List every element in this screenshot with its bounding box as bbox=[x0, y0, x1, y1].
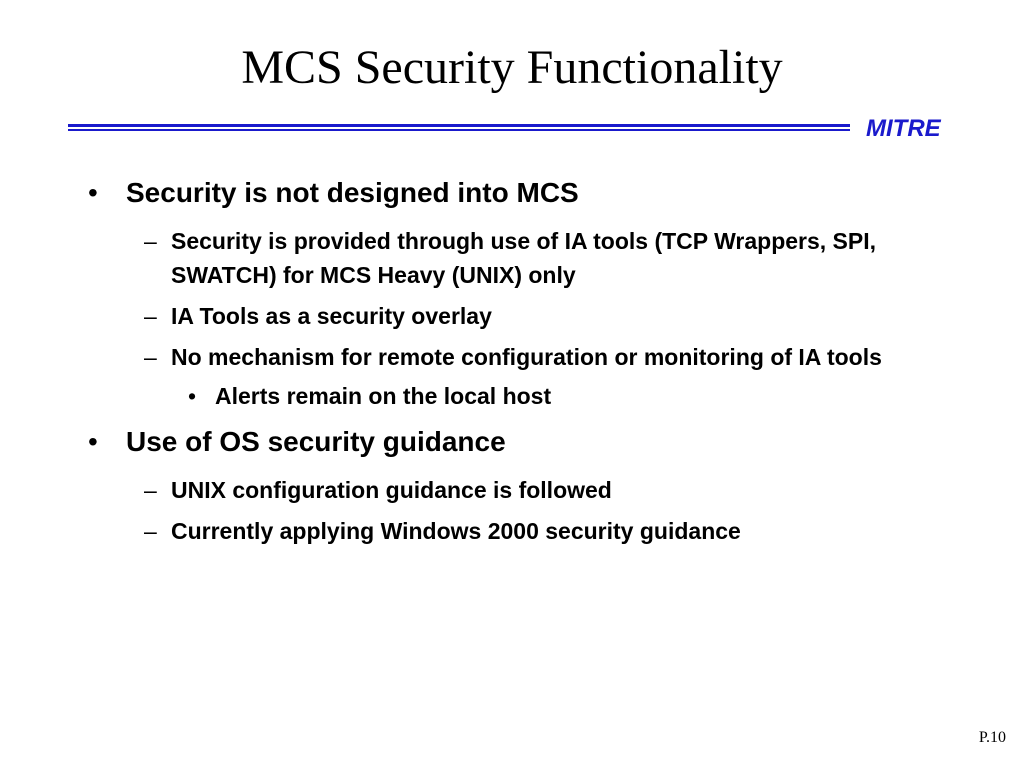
title-divider bbox=[68, 124, 850, 132]
sub-sub-bullet-1-3-1-text: Alerts remain on the local host bbox=[215, 383, 552, 409]
sub-bullet-1-3 bbox=[144, 340, 931, 374]
divider-line-top bbox=[68, 124, 850, 127]
sub-bullet-1-2 bbox=[144, 299, 931, 333]
sub-bullet-1-2-text: IA Tools as a security overlay bbox=[171, 303, 492, 329]
bullet-marker: • bbox=[188, 383, 197, 409]
bullet-2 bbox=[88, 425, 948, 459]
dash-marker: – bbox=[144, 303, 157, 329]
sub-bullet-2-1-text: UNIX configuration guidance is followed bbox=[171, 477, 612, 503]
sub-bullet-1-1 bbox=[144, 224, 931, 292]
sub-bullet-1-3-text: No mechanism for remote configuration or monitoring of IA tools bbox=[171, 344, 882, 370]
divider-line-bottom bbox=[68, 129, 850, 131]
sub-bullet-2-2-text: Currently applying Windows 2000 security guidance bbox=[171, 518, 741, 544]
dash-marker: – bbox=[144, 518, 157, 544]
page-number: P.10 bbox=[978, 729, 1006, 746]
sub-bullet-2-1 bbox=[144, 473, 931, 507]
sub-bullet-1-1-text: Security is provided through use of IA tools (TCP Wrappers, SPI, SWATCH) for MCS Heavy (UNIX) only bbox=[171, 228, 877, 288]
dash-marker: – bbox=[144, 477, 157, 503]
mitre-logo: MITRE bbox=[866, 115, 941, 142]
bullet-marker: • bbox=[88, 426, 98, 457]
bullet-1-text: Security is not designed into MCS bbox=[126, 177, 579, 208]
bullet-marker: • bbox=[88, 177, 98, 208]
slide-content bbox=[88, 176, 948, 555]
bullet-1 bbox=[88, 176, 948, 210]
dash-marker: – bbox=[144, 228, 157, 254]
slide-title: MCS Security Functionality bbox=[241, 41, 783, 94]
dash-marker: – bbox=[144, 344, 157, 370]
bullet-2-text: Use of OS security guidance bbox=[126, 426, 506, 457]
sub-bullet-2-2 bbox=[144, 514, 931, 548]
sub-sub-bullet-1-3-1 bbox=[188, 381, 948, 411]
